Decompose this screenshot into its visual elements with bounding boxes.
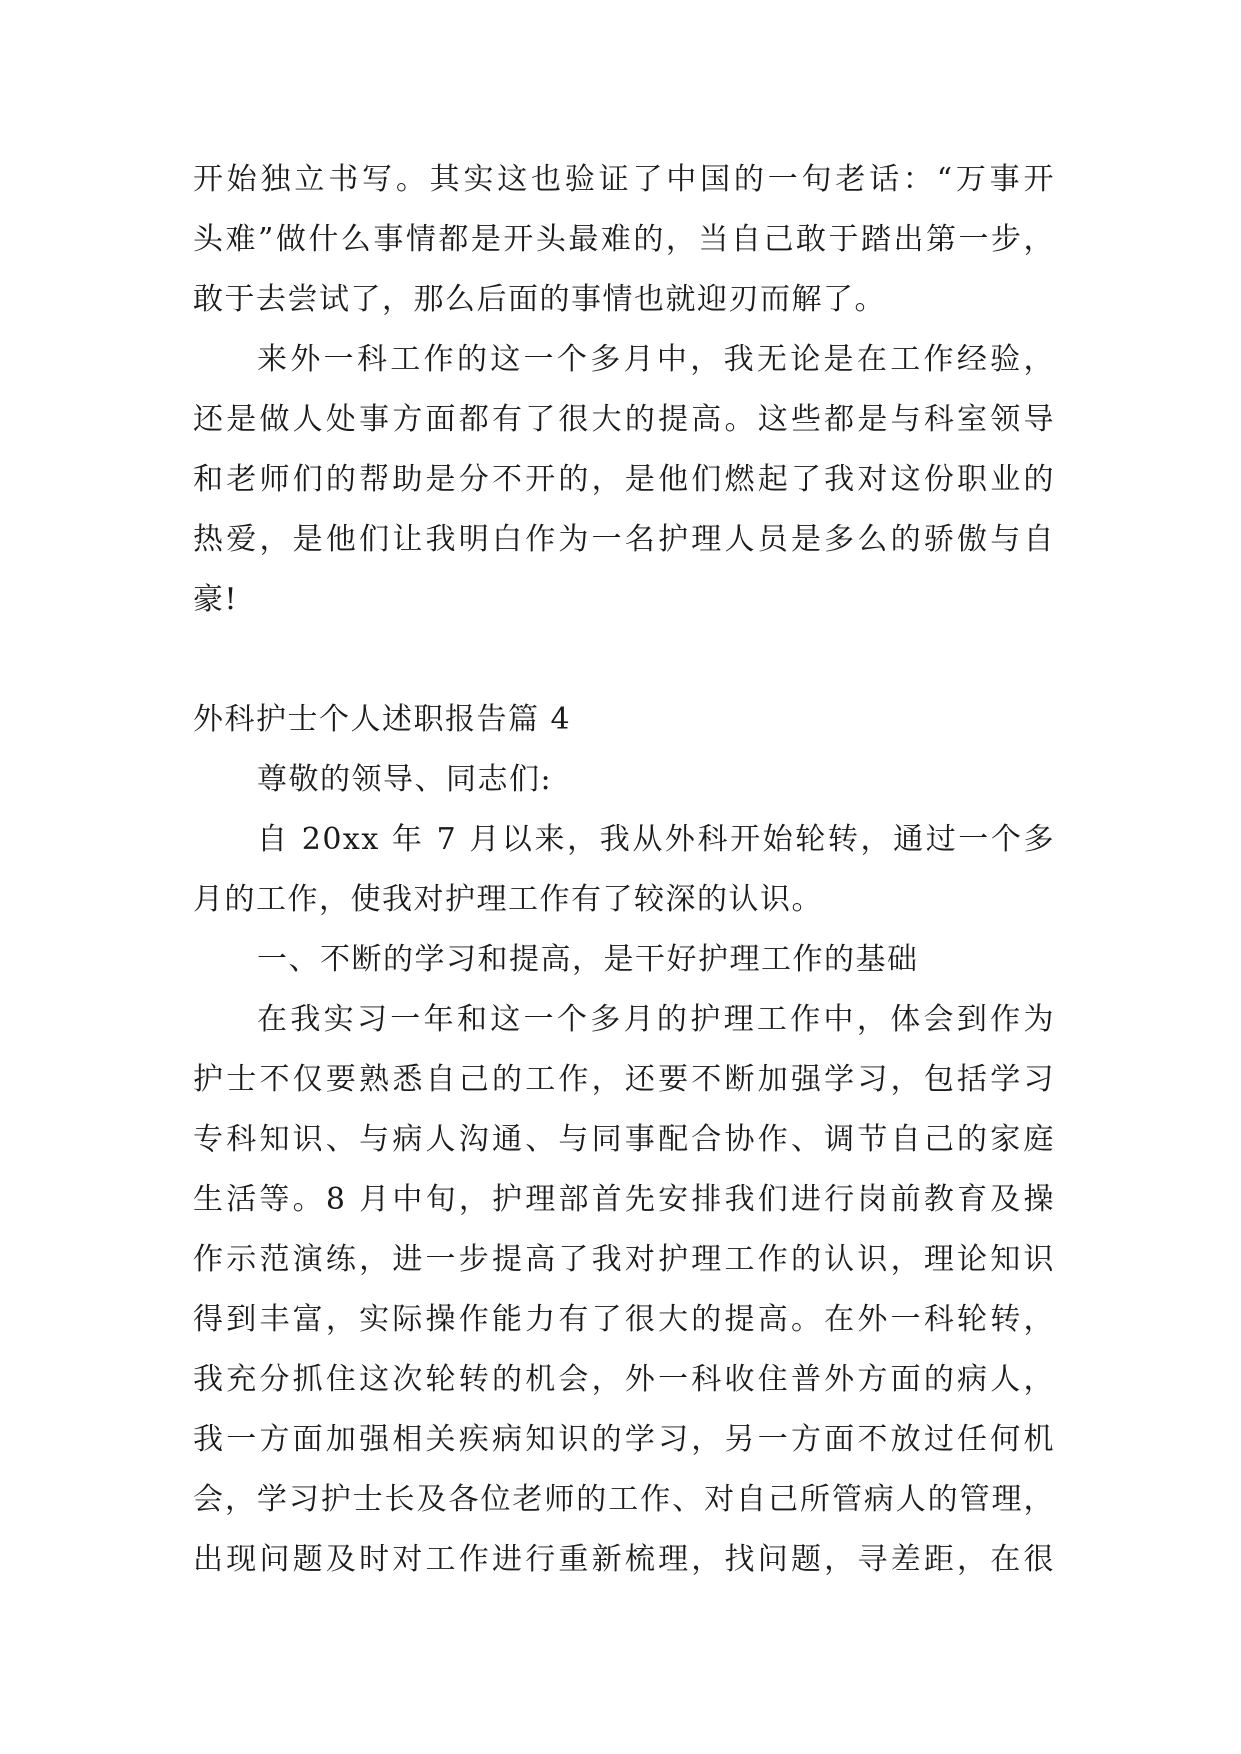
text-line: 得到丰富，实际操作能力有了很大的提高。在外一科轮转， xyxy=(193,1302,1055,1337)
text-line: 专科知识、与病人沟通、与同事配合协作、调节自己的家庭 xyxy=(193,1122,1055,1157)
text-line: 豪! xyxy=(193,582,239,617)
text-line: 还是做人处事方面都有了很大的提高。这些都是与科室领导 xyxy=(193,402,1055,437)
paragraph-1 xyxy=(193,150,1055,330)
text-line: 和老师们的帮助是分不开的，是他们燃起了我对这份职业的 xyxy=(193,462,1055,497)
paragraph-3 xyxy=(193,810,1055,930)
text-line: 我充分抓住这次轮转的机会，外一科收住普外方面的病人， xyxy=(193,1362,1055,1397)
text-line: 自 20xx 年 7 月以来，我从外科开始轮转，通过一个多 xyxy=(257,822,1055,857)
greeting: 尊敬的领导、同志们: xyxy=(257,762,553,797)
text-line: 护士不仅要熟悉自己的工作，还要不断加强学习，包括学习 xyxy=(193,1062,1055,1097)
text-line: 作示范演练，进一步提高了我对护理工作的认识，理论知识 xyxy=(193,1242,1055,1277)
text-line: 会，学习护士长及各位老师的工作、对自己所管病人的管理， xyxy=(193,1482,1055,1517)
text-line: 头难”做什么事情都是开头最难的，当自己敢于踏出第一步， xyxy=(193,222,1055,257)
paragraph-2 xyxy=(193,330,1055,630)
text-line: 我一方面加强相关疾病知识的学习，另一方面不放过任何机 xyxy=(193,1422,1055,1457)
text-line: 热爱，是他们让我明白作为一名护理人员是多么的骄傲与自 xyxy=(193,522,1055,557)
paragraph-4 xyxy=(193,990,1055,1590)
text-line: 月的工作，使我对护理工作有了较深的认识。 xyxy=(193,882,823,917)
text-line: 开始独立书写。其实这也验证了中国的一句老话：“万事开 xyxy=(193,162,1055,197)
text-line: 敢于去尝试了，那么后面的事情也就迎刃而解了。 xyxy=(193,282,886,317)
text-line: 来外一科工作的这一个多月中，我无论是在工作经验， xyxy=(257,342,1055,377)
section-heading: 外科护士个人述职报告篇 4 xyxy=(193,702,572,737)
text-line: 出现问题及时对工作进行重新梳理，找问题，寻差距，在很 xyxy=(193,1542,1055,1577)
text-line: 在我实习一年和这一个多月的护理工作中，体会到作为 xyxy=(257,1002,1055,1037)
document-body xyxy=(193,150,1055,1590)
text-line: 生活等。8 月中旬，护理部首先安排我们进行岗前教育及操 xyxy=(193,1182,1055,1217)
subsection-heading: 一、不断的学习和提高，是干好护理工作的基础 xyxy=(257,942,919,977)
